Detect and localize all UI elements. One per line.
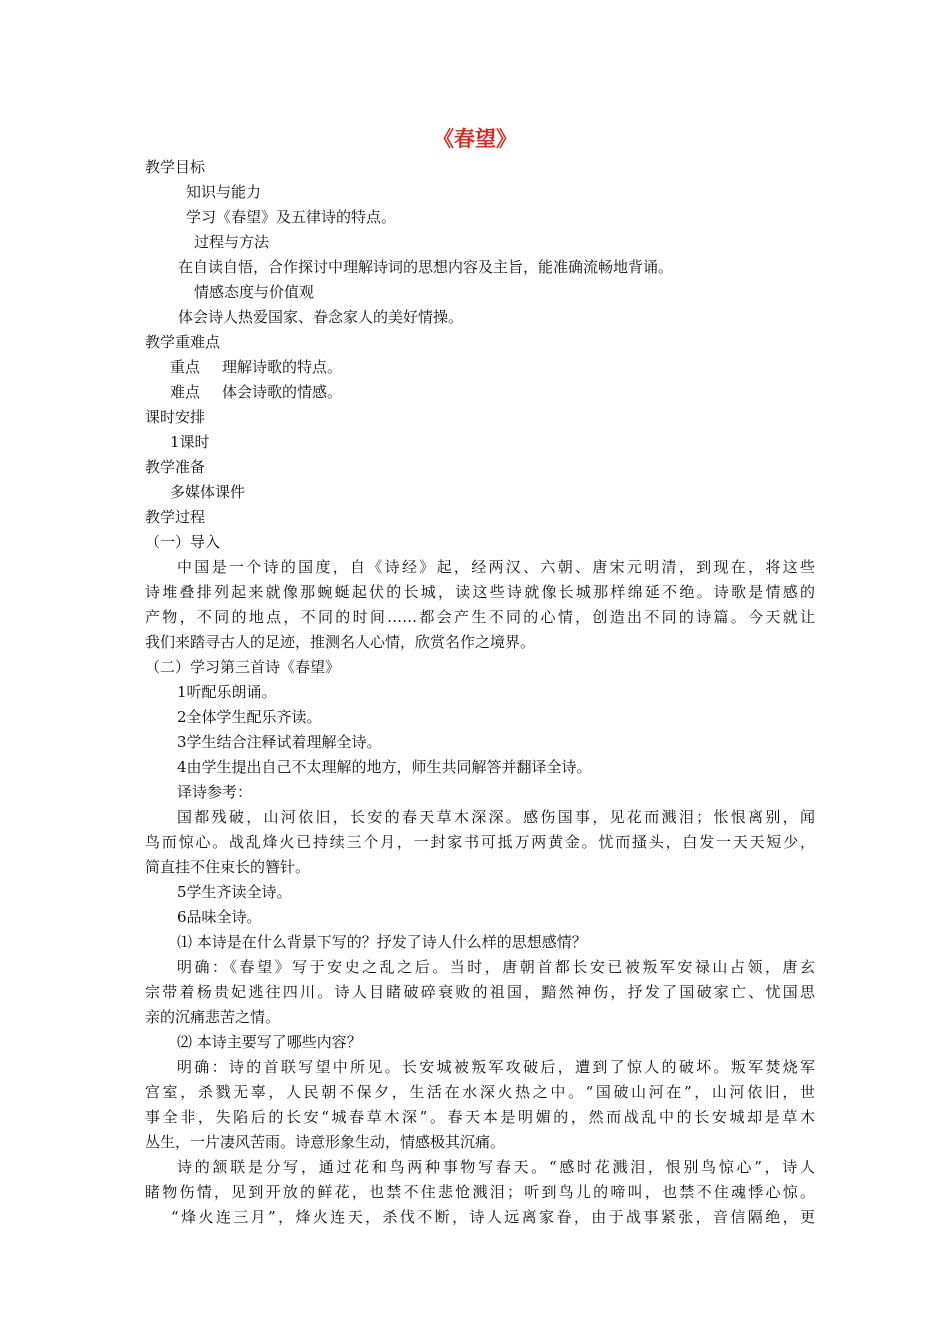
subheading-knowledge: 知识与能力 bbox=[186, 183, 262, 201]
subheading-process: 过程与方法 bbox=[194, 233, 270, 251]
paragraph-line: 鸟而惊心。战乱烽火已持续三个月，一封家书可抵万两黄金。忧而搔头，白发一天天短少， bbox=[145, 833, 815, 851]
paragraph-line: 丛生，一片凄风苦雨。诗意形象生动，情感极其沉痛。 bbox=[145, 1133, 506, 1151]
difficulty-label: 难点 bbox=[170, 383, 201, 401]
step-item: 2全体学生配乐齐读。 bbox=[177, 708, 322, 726]
difficulty-line bbox=[170, 380, 342, 404]
keypoint-text: 理解诗歌的特点。 bbox=[222, 358, 343, 376]
step-item: 3学生结合注释试着理解全诗。 bbox=[177, 733, 382, 751]
text-line: 1课时 bbox=[170, 433, 210, 451]
text-line: 体会诗人热爱国家、眷念家人的美好情操。 bbox=[178, 308, 464, 326]
section-heading-process: 教学过程 bbox=[145, 508, 206, 526]
paragraph-line: 诗堆叠排列起来就像那蜿蜒起伏的长城，读这些诗就像长城那样绵延不绝。诗歌是情感的 bbox=[145, 583, 815, 601]
paragraph-line: 明确：诗的首联写望中所见。长安城被叛军攻破后，遭到了惊人的破坏。叛军焚烧军 bbox=[177, 1058, 815, 1076]
paragraph-line: 简直挂不住束长的簪针。 bbox=[145, 858, 311, 876]
step-item: 4由学生提出自己不太理解的地方，师生共同解答并翻译全诗。 bbox=[177, 758, 592, 776]
text-line: 学习《春望》及五律诗的特点。 bbox=[186, 208, 397, 226]
section-heading-preparation: 教学准备 bbox=[145, 458, 206, 476]
paragraph-line: 明确：《春望》写于安史之乱之后。当时，唐朝首都长安已被叛军安禄山占领，唐玄 bbox=[177, 958, 815, 976]
step-item: 5学生齐读全诗。 bbox=[177, 883, 292, 901]
paragraph-line: 睹物伤情，见到开放的鲜花，也禁不住悲怆溅泪；听到鸟儿的啼叫，也禁不住魂悸心惊。 bbox=[145, 1183, 815, 1201]
subheading-emotion: 情感态度与价值观 bbox=[194, 283, 315, 301]
translation-heading: 译诗参考： bbox=[177, 783, 253, 801]
keypoint-line bbox=[170, 355, 342, 379]
subsection-heading-intro: （一）导入 bbox=[145, 533, 221, 551]
difficulty-text: 体会诗歌的情感。 bbox=[222, 383, 343, 401]
question-item: ⑴ 本诗是在什么背景下写的？抒发了诗人什么样的思想感情？ bbox=[177, 933, 587, 951]
paragraph-line: 亲的沉痛悲苦之情。 bbox=[145, 1008, 281, 1026]
subsection-heading-study: （二）学习第三首诗《春望》 bbox=[145, 658, 341, 676]
section-heading-keypoints: 教学重难点 bbox=[145, 333, 221, 351]
section-heading-objectives: 教学目标 bbox=[145, 158, 206, 176]
question-item: ⑵ 本诗主要写了哪些内容？ bbox=[177, 1033, 362, 1051]
section-heading-schedule: 课时安排 bbox=[145, 408, 206, 426]
step-item: 6品味全诗。 bbox=[177, 908, 262, 926]
paragraph-line: 中国是一个诗的国度，自《诗经》起，经两汉、六朝、唐宋元明清，到现在，将这些 bbox=[177, 558, 815, 576]
paragraph-line: “烽火连三月”，烽火连天，杀伐不断，诗人远离家眷，由于战事紧张，音信隔绝，更 bbox=[171, 1208, 815, 1226]
paragraph-line: 我们来踏寻古人的足迹，推测名人心情，欣赏名作之境界。 bbox=[145, 633, 536, 651]
paragraph-line: 宫室，杀戮无辜，人民朝不保夕，生活在水深火热之中。“国破山河在”，山河依旧，世 bbox=[145, 1083, 815, 1101]
step-item: 1听配乐朗诵。 bbox=[177, 683, 277, 701]
text-line: 多媒体课件 bbox=[170, 483, 246, 501]
paragraph-line: 宗带着杨贵妃逃往四川。诗人目睹破碎衰败的祖国，黯然神伤，抒发了国破家亡、忧国思 bbox=[145, 983, 815, 1001]
paragraph-line: 国都残破，山河依旧，长安的春天草木深深。感伤国事，见花而溅泪；怅恨离别，闻 bbox=[177, 808, 815, 826]
keypoint-label: 重点 bbox=[170, 358, 201, 376]
text-line: 在自读自悟，合作探讨中理解诗词的思想内容及主旨，能准确流畅地背诵。 bbox=[178, 258, 674, 276]
document-title: 《春望》 bbox=[433, 126, 517, 151]
paragraph-line: 产物，不同的地点，不同的时间……都会产生不同的心情，创造出不同的诗篇。今天就让 bbox=[145, 608, 815, 626]
paragraph-line: 事全非，失陷后的长安“城春草木深”。春天本是明媚的，然而战乱中的长安城却是草木 bbox=[145, 1108, 815, 1126]
paragraph-line: 诗的颔联是分写，通过花和鸟两种事物写春天。“感时花溅泪，恨别鸟惊心”，诗人 bbox=[177, 1158, 815, 1176]
